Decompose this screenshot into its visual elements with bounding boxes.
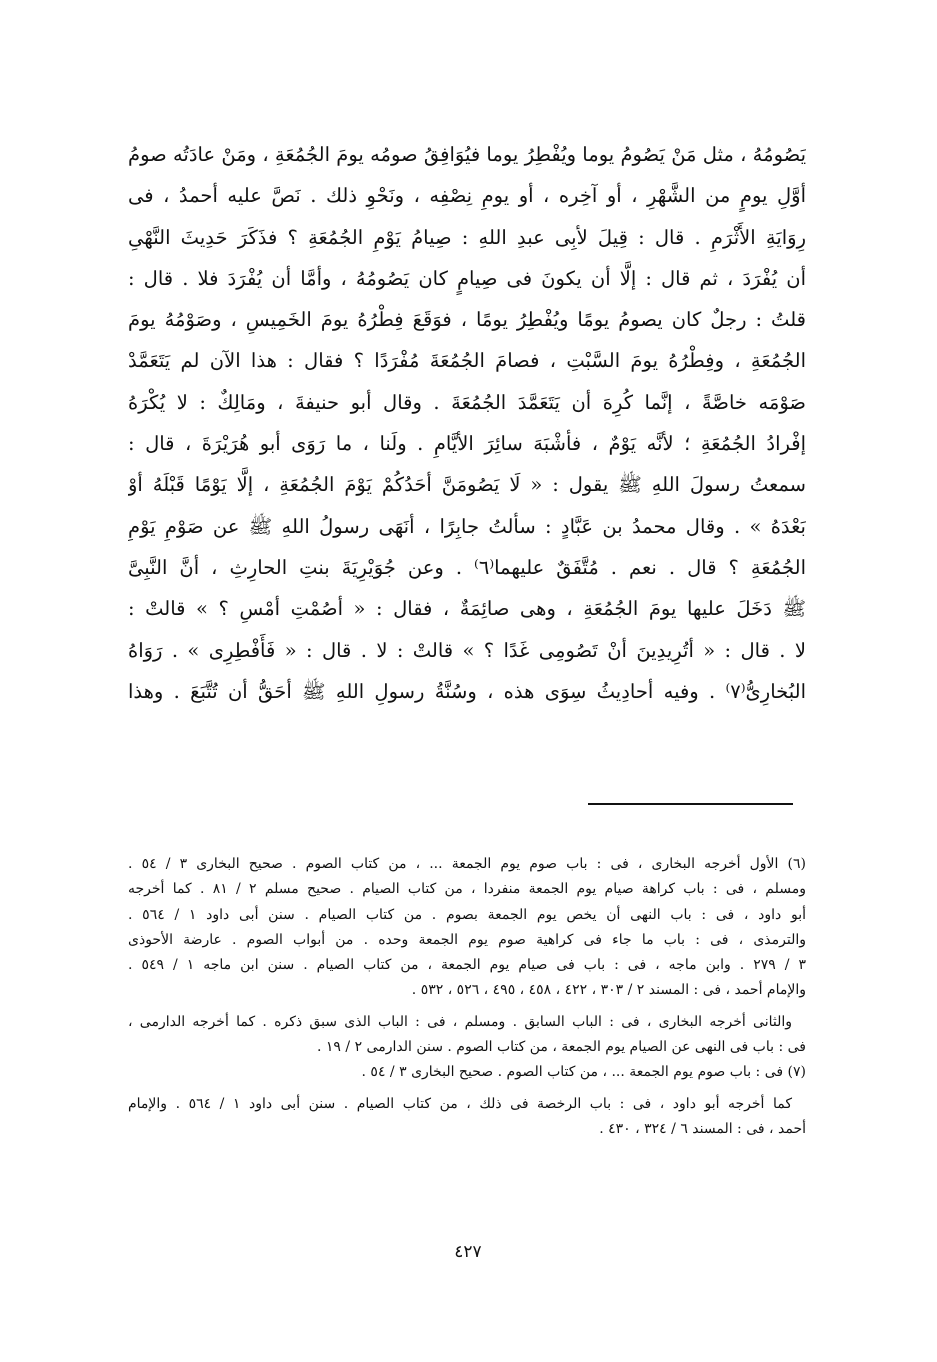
footnote-line: أحمد ، فى : المسند ٦ / ٣٢٤ ، ٤٣٠ .	[599, 1120, 806, 1137]
main-text-line: قلتُ : رجلٌ كان يصومُ يومًا ويُفْطِرُ يومًا ، فوَقَعَ فِطْرُهُ يومَ الخَمِيسِ ، وصَوْمُهُ يومَ	[128, 308, 806, 332]
main-text-line: الجُمُعَةِ ، وفِطْرُهُ يومَ السَّبْتِ ، فصامَ الجُمُعَةَ مُفْرَدًا ؟ فقال : هذا الآن لم يَتَعَمَّدْ	[128, 349, 806, 373]
main-text-line: لا . قال : « أتُرِيدِينَ أنْ تَصُومِى غَدًا ؟ » قالتْ : لا . قال : « فَأَفْطِرِى » . رَوَاهُ	[128, 638, 806, 662]
footnotes-block	[128, 852, 806, 1142]
footnote-line: ٣ / ٢٧٩ . وابن ماجه ، فى : باب فى صيام يوم الجمعة ، من كتاب الصيام . سنن ابن ماجه ١ / ٥٤٩ .	[128, 957, 806, 974]
footnote-line: (٦) الأول أخرجه البخارى ، فى : باب صوم يوم الجمعة ... ، من كتاب الصوم . صحيح البخارى ٣ / ٥٤ .	[128, 856, 806, 872]
footnote-line: والترمذى ، فى : باب ما جاء فى كراهية صوم يوم الجمعة وحده . من أبواب الصوم . عارضة الأحوذى	[128, 931, 806, 948]
main-text-line: إفْرادُ الجُمُعَةِ ؛ لأنَّه يَوْمٌ ، فأشْبَهَ سائِرَ الأيَّامِ . ولَنا ، ما رَوَى أبو هُرَيْرَةَ ، قال :	[128, 432, 806, 456]
footnote-separator	[588, 803, 793, 805]
footnote-line: ومسلم ، فى : باب كراهة صيام يوم الجمعة منفردا ، من كتاب الصيام . صحيح مسلم ٢ / ٨١ . كما أخرجه	[128, 881, 806, 898]
footnote-line: كما أخرجه أبو داود ، فى : باب الرخصة فى ذلك ، من كتاب الصيام . سنن أبى داود ١ / ٥٦٤ . والإمام	[128, 1095, 792, 1112]
main-text-line: أن يُفْرَدَ ، ثم قال : إلَّا أن يكونَ فى صِيامٍ كان يَصُومُهُ ، وأمَّا أن يُفْرَدَ فلا . قال :	[128, 266, 806, 290]
main-text-line: سمعتُ رسولَ اللهِ ﷺ يقول : « لَا يَصُومَنَّ أحَدُكُمْ يَوْمَ الجُمُعَةِ ، إلَّا يَوْمًا قَبْلَهُ أوْ	[128, 473, 806, 497]
footnote-line: (٧) فى : باب صوم يوم الجمعة ... ، من كتاب الصوم . صحيح البخارى ٣ / ٥٤ .	[361, 1064, 806, 1081]
main-text-line: صَوْمَه خاصَّةً ، إنَّما كُرِهَ أن يَتَعَمَّدَ الجُمُعَةَ . وقال أبو حنيفةَ ، ومَالِكٌ : لا يُكْرَهُ	[128, 390, 806, 414]
footnote-line: والإمام أحمد ، فى : المسند ٢ / ٣٠٣ ، ٤٢٢ ، ٤٥٨ ، ٤٩٥ ، ٥٢٦ ، ٥٣٢ .	[411, 982, 806, 999]
footnote-line: فى : باب فى النهى عن الصيام يوم الجمعة ، من كتاب الصوم . سنن الدارمى ٢ / ١٩ .	[317, 1039, 806, 1056]
page-number: ٤٢٧	[454, 1242, 482, 1262]
footnote-line: أبو داود ، فى : باب النهى أن يخص يوم الجمعة بصوم . من كتاب الصيام . سنن أبى داود ١ / ٥٦٤ .	[128, 906, 806, 923]
main-text-line: رِوَايَةِ الأَثْرَمِ . قال : قِيلَ لأبِى عبدِ اللهِ : صِيامُ يَوْمِ الجُمُعَةِ ؟ فذَكَرَ حَدِيثَ النَّهْىِ	[128, 225, 806, 249]
main-text-line: أوَّلِ يومٍ من الشَّهْرِ ، أو آخِره ، أو يومِ نِصْفِه ، ونَحْوِ ذلك . نَصَّ عليه أحمدُ ، فى	[128, 184, 806, 208]
main-text-line: ﷺ دَخَلَ عليها يومَ الجُمُعَةِ ، وهى صائِمَةٌ ، فقال : « أصُمْتِ أمْسِ ؟ » قالتْ :	[128, 597, 806, 621]
main-text-line: البُخارِىُّ⁽٧⁾ . وفيه أحادِيثُ سِوَى هذه ، وسُنَّةُ رسولِ اللهِ ﷺ أحَقُّ أن تُتَّبَعَ . وهذا	[128, 679, 806, 703]
main-text-line: يَصُومُهُ ، مثل مَنْ يَصُومُ يوما ويُفْطِرُ يوما فيُوَافِقُ صومُه يومَ الجُمُعَةِ ، ومَنْ عادَتُه صومُ	[128, 143, 806, 166]
main-text-line: بَعْدَهُ » . وقال محمدُ بن عَبَّادٍ : سألتُ جابِرًا ، أنَهَى رسولُ اللهِ ﷺ عن صَوْمِ يَوْمِ	[128, 514, 806, 538]
main-text-block	[128, 134, 806, 712]
footnote-line: والثانى أخرجه البخارى ، فى : الباب السابق . ومسلم ، فى : الباب الذى سبق ذكره . كما أخرجه الدارمى ،	[128, 1013, 792, 1030]
main-text-line: الجُمُعَةِ ؟ قال . نعم . مُتَّفَقٌ عليهما⁽٦⁾ . وعن جُوَيْرِيَةَ بنتِ الحارِثِ ، أنَّ النَّبِىَّ	[128, 555, 806, 579]
